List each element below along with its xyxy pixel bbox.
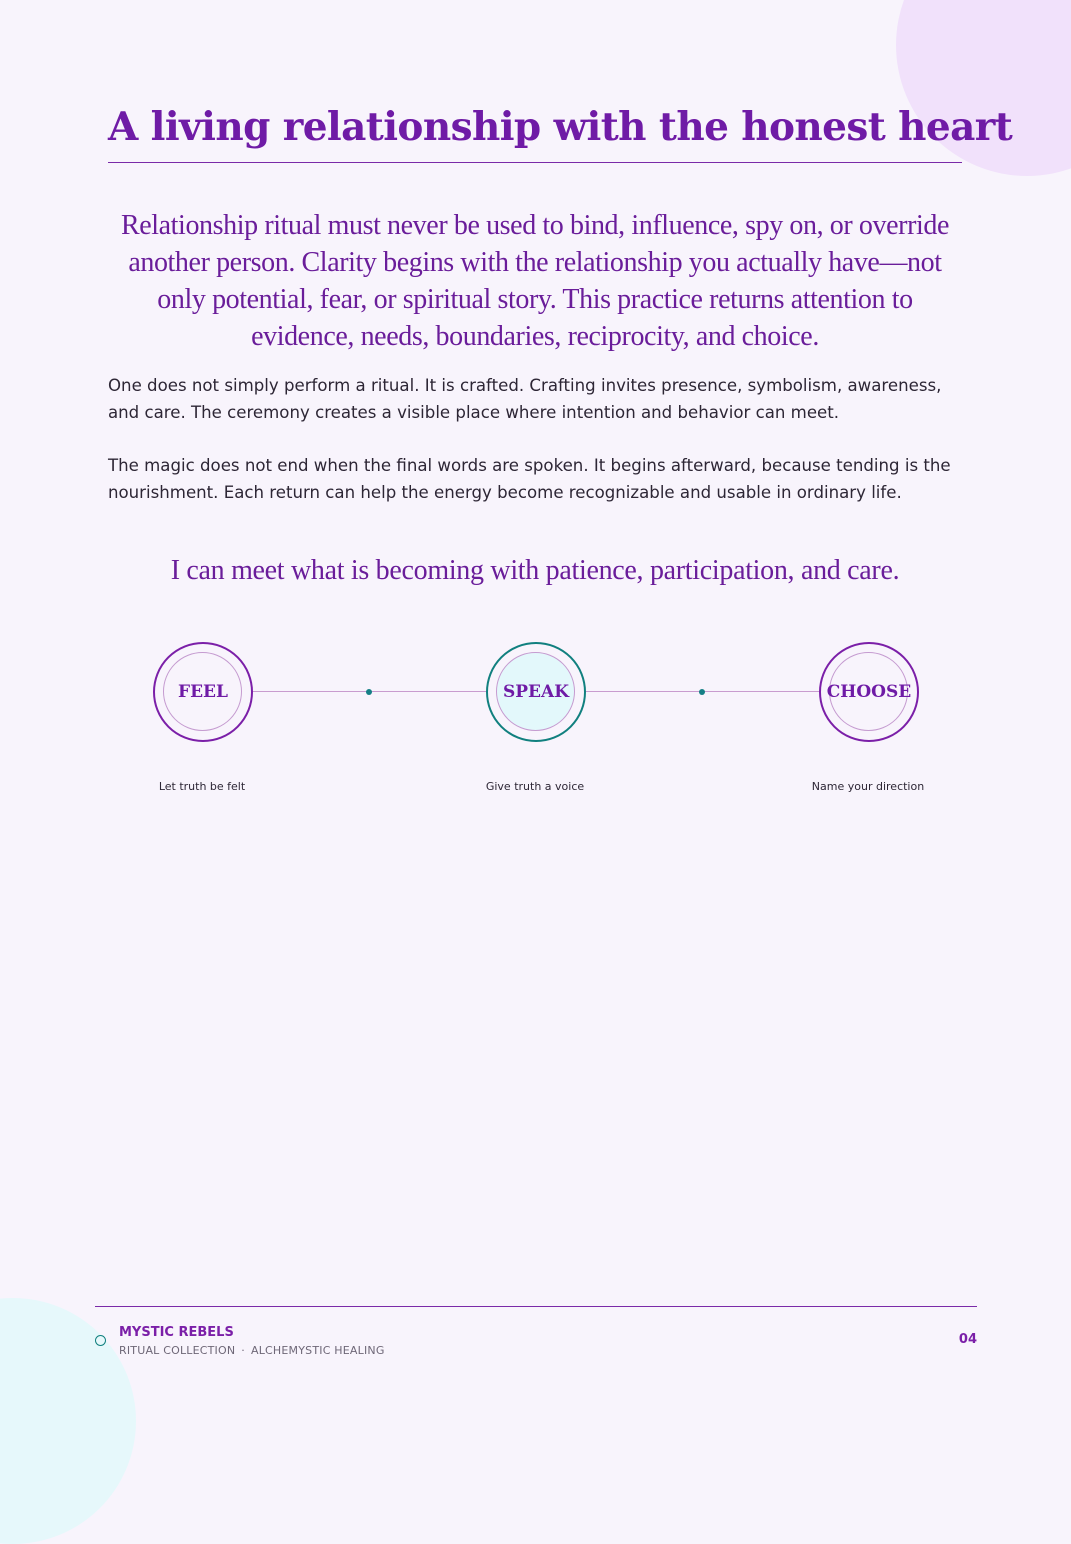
footer-divider xyxy=(95,1306,977,1307)
footer-brand: MYSTIC REBELS xyxy=(119,1325,234,1340)
step-caption: Name your direction xyxy=(811,780,925,793)
connector-dot xyxy=(366,689,372,695)
body-paragraph: The magic does not end when the final words are spoken. It begins afterward, because tending is the nourishment. Each return can help the energy become recognizable and usable in ordinary life. xyxy=(108,456,951,502)
ring-icon xyxy=(95,1335,106,1346)
step-feel xyxy=(153,642,253,742)
lead-paragraph: Relationship ritual must never be used to bind, influence, spy on, or override another person. Clarity begins with the relationship you actually have—not only potential, fear, or spiritual story. This practice returns attention to evidence, needs, boundaries, reciprocity, and choice. xyxy=(120,210,950,352)
step-speak xyxy=(486,642,586,742)
decorative-circle-bottom xyxy=(0,1298,136,1544)
connector-dot xyxy=(699,689,705,695)
step-choose xyxy=(819,642,919,742)
footer-collection: RITUAL COLLECTION xyxy=(119,1344,236,1357)
step-caption: Give truth a voice xyxy=(485,780,585,793)
page-number: 04 xyxy=(958,1332,977,1347)
footer-subtitle xyxy=(119,1343,385,1359)
page-title: A living relationship with the honest heart xyxy=(108,104,1013,150)
footer-separator: · xyxy=(241,1344,245,1357)
step-caption: Let truth be felt xyxy=(158,780,246,793)
title-divider xyxy=(108,162,962,163)
footer-series: ALCHEMYSTIC HEALING xyxy=(251,1344,385,1357)
body-paragraph: One does not simply perform a ritual. It is crafted. Crafting invites presence, symbolism, awareness, and care. The ceremony creates a visible place where intention and behavior can meet. xyxy=(108,376,942,422)
affirmation: I can meet what is becoming with patience, participation, and care. xyxy=(170,555,900,586)
step-label: CHOOSE xyxy=(826,682,912,702)
step-label: FEEL xyxy=(178,682,228,702)
step-label: SPEAK xyxy=(503,682,569,702)
